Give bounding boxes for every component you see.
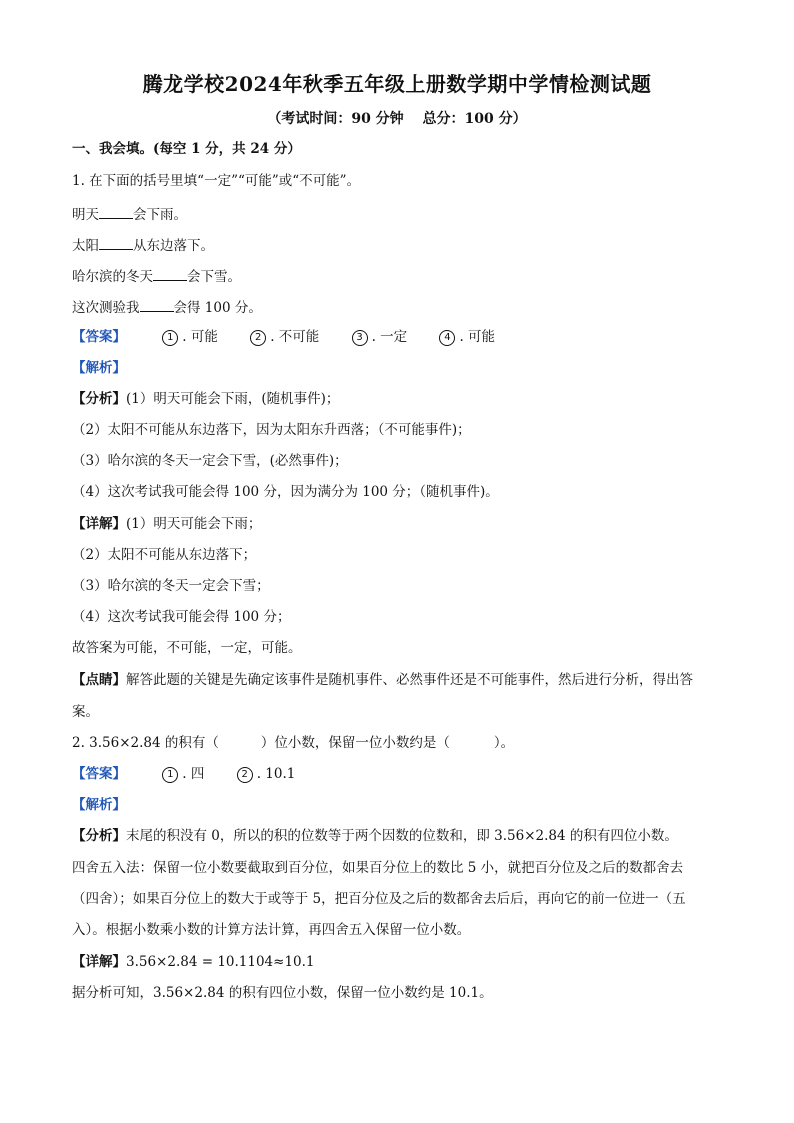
q1-item-pre: 明天 [72,207,99,223]
q2-conclusion: 据分析可知，3.56×2.84 的积有四位小数，保留一位小数约是 10.1。 [72,985,493,1001]
q1-item-post: 会下雪。 [187,269,241,285]
q1-answer-row [72,328,732,346]
xiangjie-tag: 【详解】 [72,516,126,532]
answer-item [250,328,319,346]
circled-number: 4 [439,330,455,346]
q1-analysis-2: （2）太阳不可能从东边落下，因为太阳东升西落；（不可能事件)； [72,422,471,438]
q1-item-3 [72,266,732,286]
fill-blank [99,235,133,250]
q1-item-2 [72,235,732,255]
q1-item-pre: 太阳 [72,238,99,254]
q1-conclusion: 故答案为可能，不可能，一定，可能。 [72,640,302,656]
circled-number: 1 [162,767,178,783]
analysis-tag: 【解析】 [72,797,126,813]
circled-number: 2 [250,330,266,346]
q1-analysis-3: （3）哈尔滨的冬天一定会下雪，(必然事件)； [72,453,348,469]
q1-item-post: 会得 100 分。 [173,300,262,316]
dianjing-tag: 【点睛】 [72,672,126,688]
answer-text: . 可能 [459,329,496,345]
q1-item-pre: 这次测验我 [72,300,140,316]
q1-tip-cont: 案。 [72,704,99,720]
detail-text: 3.56×2.84 = 10.1104≈10.1 [126,954,315,970]
q2-stem-part: ）。 [493,735,515,751]
analysis-text: (1）明天可能会下雨，(随机事件)； [126,391,340,407]
section-heading: 一、我会填。(每空 1 分，共 24 分） [72,141,301,157]
q1-item-4 [72,297,732,317]
answer-tag: 【答案】 [72,766,126,782]
q1-detail-3: （3）哈尔滨的冬天一定会下雪； [72,578,270,594]
fenxi-tag: 【分析】 [72,828,126,844]
answer-text: . 不可能 [270,329,320,345]
answer-item [237,765,296,783]
answer-item [162,765,204,783]
analysis-text: 末尾的积没有 0，所以的积的位数等于两个因数的位数和，即 3.56×2.84 的积有四位小数。 [126,828,678,844]
q2-analysis-2: 四舍五入法：保留一位小数要截取到百分位，如果百分位上的数比 5 小，就把百分位及之后的数都舍去 [72,860,684,876]
q2-answer-row [72,765,732,783]
q1-detail-1 [72,515,732,533]
q1-item-1 [72,204,732,224]
answer-item [352,328,408,346]
fenxi-tag: 【分析】 [72,391,126,407]
circled-number: 1 [162,330,178,346]
q2-stem-part: ）位小数，保留一位小数约是（ [260,735,450,751]
q1-detail-2: （2）太阳不可能从东边落下； [72,547,257,563]
tip-text: 解答此题的关键是先确定该事件是随机事件、必然事件还是不可能事件，然后进行分析，得出答 [126,672,693,688]
fill-blank [99,204,133,219]
page-title: 腾龙学校2024年秋季五年级上册数学期中学情检测试题 [142,72,652,96]
q2-analysis-3: （四舍）；如果百分位上的数大于或等于 5，把百分位及之后的数都舍去后后，再向它的前一位进一（五 [72,891,686,907]
q1-item-post: 从东边落下。 [133,238,214,254]
circled-number: 3 [352,330,368,346]
answer-text: . 10.1 [256,766,296,782]
q2-stem-part: 2. 3.56×2.84 的积有（ [72,735,219,751]
q2-stem [72,734,732,752]
answer-text: . 四 [182,766,205,782]
q1-analysis-4: （4）这次考试我可能会得 100 分，因为满分为 100 分；（随机事件)。 [72,484,499,500]
q1-item-pre: 哈尔滨的冬天 [72,269,153,285]
answer-item [439,328,495,346]
q2-analysis-4: 入）。根据小数乘小数的计算方法计算，再四舍五入保留一位小数。 [72,922,471,938]
answer-tag: 【答案】 [72,329,126,345]
q1-analysis-1 [72,390,732,408]
analysis-tag: 【解析】 [72,360,126,376]
fill-blank [153,266,187,281]
q2-detail-1 [72,953,732,971]
q1-item-post: 会下雨。 [133,207,187,223]
detail-text: (1）明天可能会下雨； [126,516,262,532]
q2-analysis-1 [72,827,732,845]
exam-info: （考试时间：90 分钟 总分：100 分） [267,111,527,127]
q1-stem: 1. 在下面的括号里填“一定”“可能”或“不可能”。 [72,173,361,189]
answer-item [162,328,218,346]
q1-tip [72,671,732,689]
circled-number: 2 [237,767,253,783]
xiangjie-tag: 【详解】 [72,954,126,970]
fill-blank [140,297,174,312]
answer-text: . 可能 [182,329,218,345]
q1-detail-4: （4）这次考试我可能会得 100 分； [72,609,291,625]
answer-text: . 一定 [371,329,408,345]
